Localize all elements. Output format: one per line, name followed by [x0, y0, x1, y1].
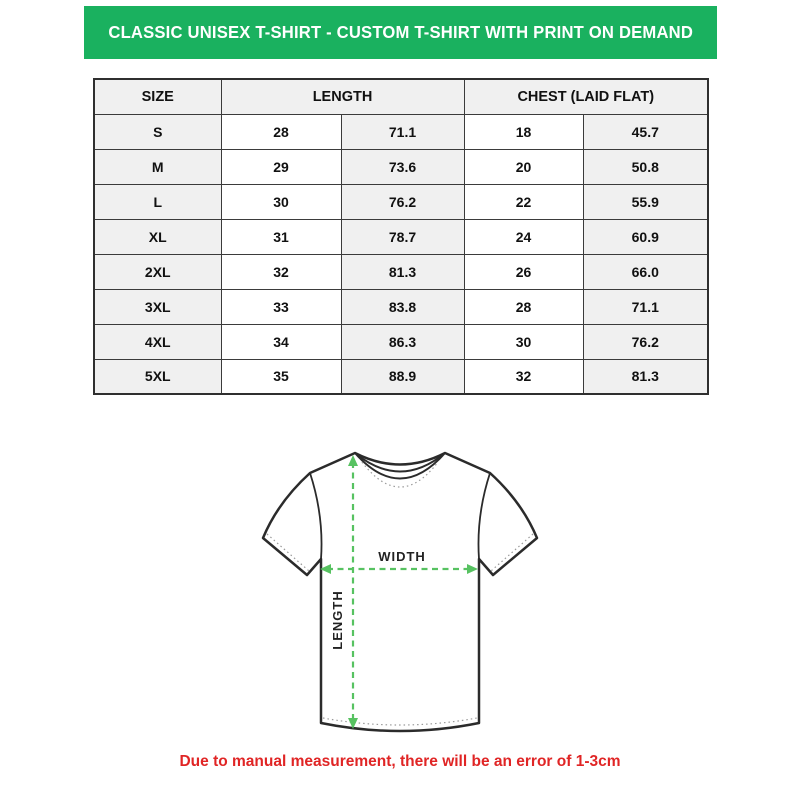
- measurement-cell: 33: [221, 289, 341, 324]
- measurement-cell: 86.3: [341, 324, 464, 359]
- table-row: [94, 149, 708, 184]
- measurement-cell: 60.9: [583, 219, 708, 254]
- column-header-chest: CHEST (LAID FLAT): [464, 79, 708, 114]
- measurement-cell: 30: [221, 184, 341, 219]
- measurement-cell: 55.9: [583, 184, 708, 219]
- table-row: [94, 254, 708, 289]
- size-cell: M: [94, 149, 221, 184]
- measurement-cell: 71.1: [341, 114, 464, 149]
- measurement-disclaimer: Due to manual measurement, there will be an error of 1-3cm: [179, 753, 621, 770]
- measurement-cell: 83.8: [341, 289, 464, 324]
- measurement-cell: 30: [464, 324, 583, 359]
- table-row: [94, 114, 708, 149]
- measurement-cell: 81.3: [341, 254, 464, 289]
- tshirt-outline: [263, 453, 537, 731]
- size-cell: S: [94, 114, 221, 149]
- length-label: LENGTH: [330, 590, 345, 650]
- measurement-cell: 76.2: [341, 184, 464, 219]
- measurement-cell: 32: [464, 359, 583, 394]
- measurement-cell: 88.9: [341, 359, 464, 394]
- measurement-cell: 34: [221, 324, 341, 359]
- measurement-cell: 73.6: [341, 149, 464, 184]
- size-cell: 3XL: [94, 289, 221, 324]
- size-table-header: [94, 79, 708, 114]
- table-row: [94, 184, 708, 219]
- measurement-cell: 35: [221, 359, 341, 394]
- size-cell: L: [94, 184, 221, 219]
- column-header-length: LENGTH: [221, 79, 464, 114]
- measurement-cell: 31: [221, 219, 341, 254]
- measurement-cell: 29: [221, 149, 341, 184]
- measurement-cell: 76.2: [583, 324, 708, 359]
- size-cell: 5XL: [94, 359, 221, 394]
- size-cell: 2XL: [94, 254, 221, 289]
- measurement-cell: 81.3: [583, 359, 708, 394]
- measurement-cell: 20: [464, 149, 583, 184]
- measurement-cell: 50.8: [583, 149, 708, 184]
- measurement-cell: 66.0: [583, 254, 708, 289]
- size-table-body: [94, 114, 708, 394]
- measurement-cell: 28: [221, 114, 341, 149]
- table-row: [94, 289, 708, 324]
- measurement-cell: 18: [464, 114, 583, 149]
- table-row: [94, 219, 708, 254]
- measurement-cell: 24: [464, 219, 583, 254]
- measurement-cell: 71.1: [583, 289, 708, 324]
- table-row: [94, 359, 708, 394]
- measurement-cell: 45.7: [583, 114, 708, 149]
- measurement-cell: 78.7: [341, 219, 464, 254]
- measurement-cell: 26: [464, 254, 583, 289]
- title-banner: [84, 6, 717, 59]
- measurement-cell: 22: [464, 184, 583, 219]
- tshirt-diagram: [240, 430, 560, 750]
- measurement-cell: 28: [464, 289, 583, 324]
- size-table: [93, 78, 709, 395]
- measurement-cell: 32: [221, 254, 341, 289]
- size-cell: XL: [94, 219, 221, 254]
- table-row: [94, 324, 708, 359]
- page-title: CLASSIC UNISEX T-SHIRT - CUSTOM T-SHIRT WITH PRINT ON DEMAND: [108, 22, 693, 42]
- size-cell: 4XL: [94, 324, 221, 359]
- width-label: WIDTH: [378, 549, 426, 564]
- column-header-size: SIZE: [94, 79, 221, 114]
- header-row: [94, 79, 708, 114]
